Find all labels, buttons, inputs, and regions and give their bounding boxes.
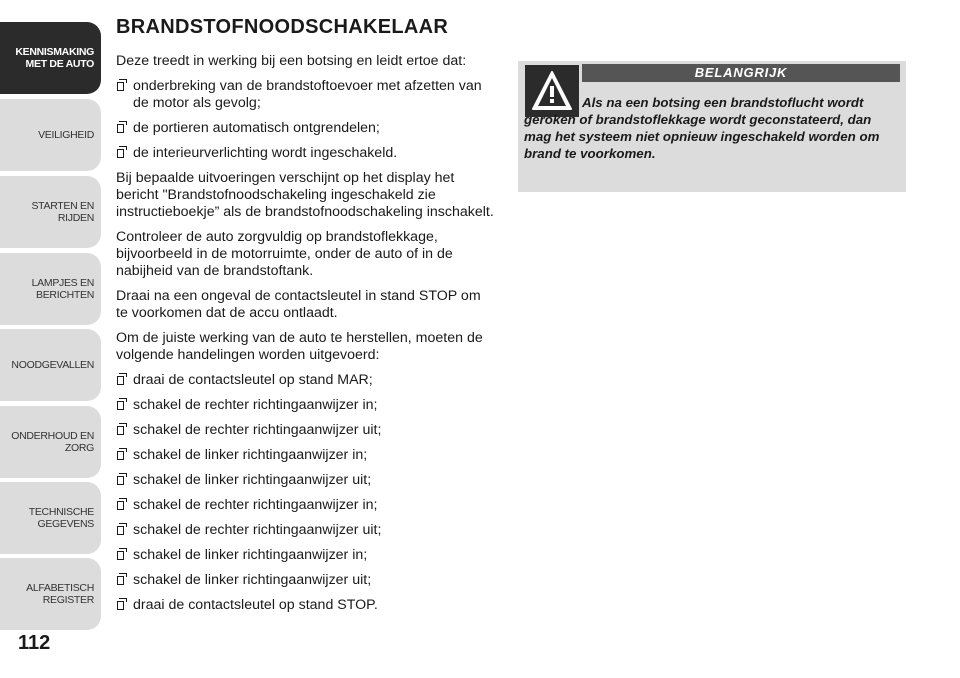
checkbox-bullet-icon (117, 401, 124, 410)
checkbox-bullet-icon (117, 426, 124, 435)
check-leakage-paragraph: Controleer de auto zorgvuldig op brandstoflekkage, bijvoorbeeld in de motorruimte, onder de auto of in de nabijheid van de brandstoftank. (116, 229, 453, 279)
list-item (116, 497, 496, 514)
page-number: 112 (18, 632, 51, 654)
tab-starten-en-rijden[interactable] (0, 176, 101, 248)
tab-label: ALFABETISCH REGISTER (26, 582, 94, 606)
checkbox-bullet-icon (117, 601, 124, 610)
page-title: BRANDSTOFNOODSCHAKELAAR (116, 16, 449, 38)
checkbox-bullet-icon (117, 149, 124, 158)
steps-list (116, 372, 496, 614)
tab-technische-gegevens[interactable] (0, 482, 101, 554)
tab-label: TECHNISCHE GEGEVENS (28, 506, 94, 530)
tab-label: ONDERHOUD EN ZORG (11, 430, 94, 454)
effects-list (116, 78, 496, 162)
list-item-text: schakel de linker richtingaanwijzer uit; (133, 572, 372, 588)
list-item-text: schakel de rechter richtingaanwijzer uit; (133, 522, 382, 538)
key-stop-paragraph: Draai na een ongeval de contactsleutel in stand STOP om te voorkomen dat de accu ontlaadt. (116, 288, 481, 321)
list-item-text: schakel de rechter richtingaanwijzer in; (133, 497, 378, 513)
tab-label: VEILIGHEID (38, 129, 94, 141)
list-item (116, 472, 496, 489)
checkbox-bullet-icon (117, 476, 124, 485)
checkbox-bullet-icon (117, 526, 124, 535)
list-item (116, 372, 496, 389)
warning-title: BELANGRIJK (694, 65, 788, 80)
list-item (116, 597, 496, 614)
list-item-text: schakel de linker richtingaanwijzer in; (133, 447, 368, 463)
list-item-text: schakel de linker richtingaanwijzer uit; (133, 472, 372, 488)
tab-lampjes-en-berichten[interactable] (0, 253, 101, 325)
list-item-text: draai de contactsleutel op stand MAR; (133, 372, 373, 388)
tab-kennismaking-met-de-auto[interactable] (0, 22, 101, 94)
tab-label: KENNISMAKING MET DE AUTO (15, 46, 94, 70)
checkbox-bullet-icon (117, 376, 124, 385)
warning-text: Als na een botsing een brandstoflucht wordt geroken of brandstoflekkage wordt geconstateerd, dan mag het systeem niet opnieuw ingeschakeld worden om brand te voorkomen. (524, 95, 880, 161)
display-message-paragraph: Bij bepaalde uitvoeringen verschijnt op het display het bericht "Brandstofnoodschakeling ingeschakeld zie instructieboekje” als de brandstofnoodschakeling inschakelt. (116, 170, 494, 220)
warning-box (518, 61, 906, 192)
list-item-text: draai de contactsleutel op stand STOP. (133, 597, 378, 613)
list-item (116, 78, 496, 112)
list-item (116, 145, 496, 162)
tab-label: LAMPJES EN BERICHTEN (31, 277, 94, 301)
list-item-text: onderbreking van de brandstoftoevoer met afzetten van de motor als gevolg; (133, 78, 482, 111)
list-item (116, 397, 496, 414)
list-item (116, 120, 496, 137)
list-item (116, 422, 496, 439)
tab-label: STARTEN EN RIJDEN (31, 200, 94, 224)
list-item (116, 572, 496, 589)
tab-label: NOODGEVALLEN (11, 359, 94, 371)
list-item (116, 522, 496, 539)
list-item-text: de interieurverlichting wordt ingeschakeld. (133, 145, 398, 161)
tab-alfabetisch-register[interactable] (0, 558, 101, 630)
tab-veiligheid[interactable] (0, 99, 101, 171)
tab-onderhoud-en-zorg[interactable] (0, 406, 101, 478)
checkbox-bullet-icon (117, 551, 124, 560)
list-item-text: schakel de rechter richtingaanwijzer uit; (133, 422, 382, 438)
checkbox-bullet-icon (117, 576, 124, 585)
restore-paragraph: Om de juiste werking van de auto te herstellen, moeten de volgende handelingen worden uitgevoerd: (116, 330, 483, 363)
checkbox-bullet-icon (117, 124, 124, 133)
list-item-text: schakel de rechter richtingaanwijzer in; (133, 397, 378, 413)
checkbox-bullet-icon (117, 82, 124, 91)
main-content (116, 16, 496, 622)
list-item (116, 547, 496, 564)
list-item-text: schakel de linker richtingaanwijzer in; (133, 547, 368, 563)
tab-noodgevallen[interactable] (0, 329, 101, 401)
checkbox-bullet-icon (117, 451, 124, 460)
intro-paragraph: Deze treedt in werking bij een botsing en leidt ertoe dat: (116, 53, 467, 69)
list-item (116, 447, 496, 464)
list-item-text: de portieren automatisch ontgrendelen; (133, 120, 380, 136)
checkbox-bullet-icon (117, 501, 124, 510)
